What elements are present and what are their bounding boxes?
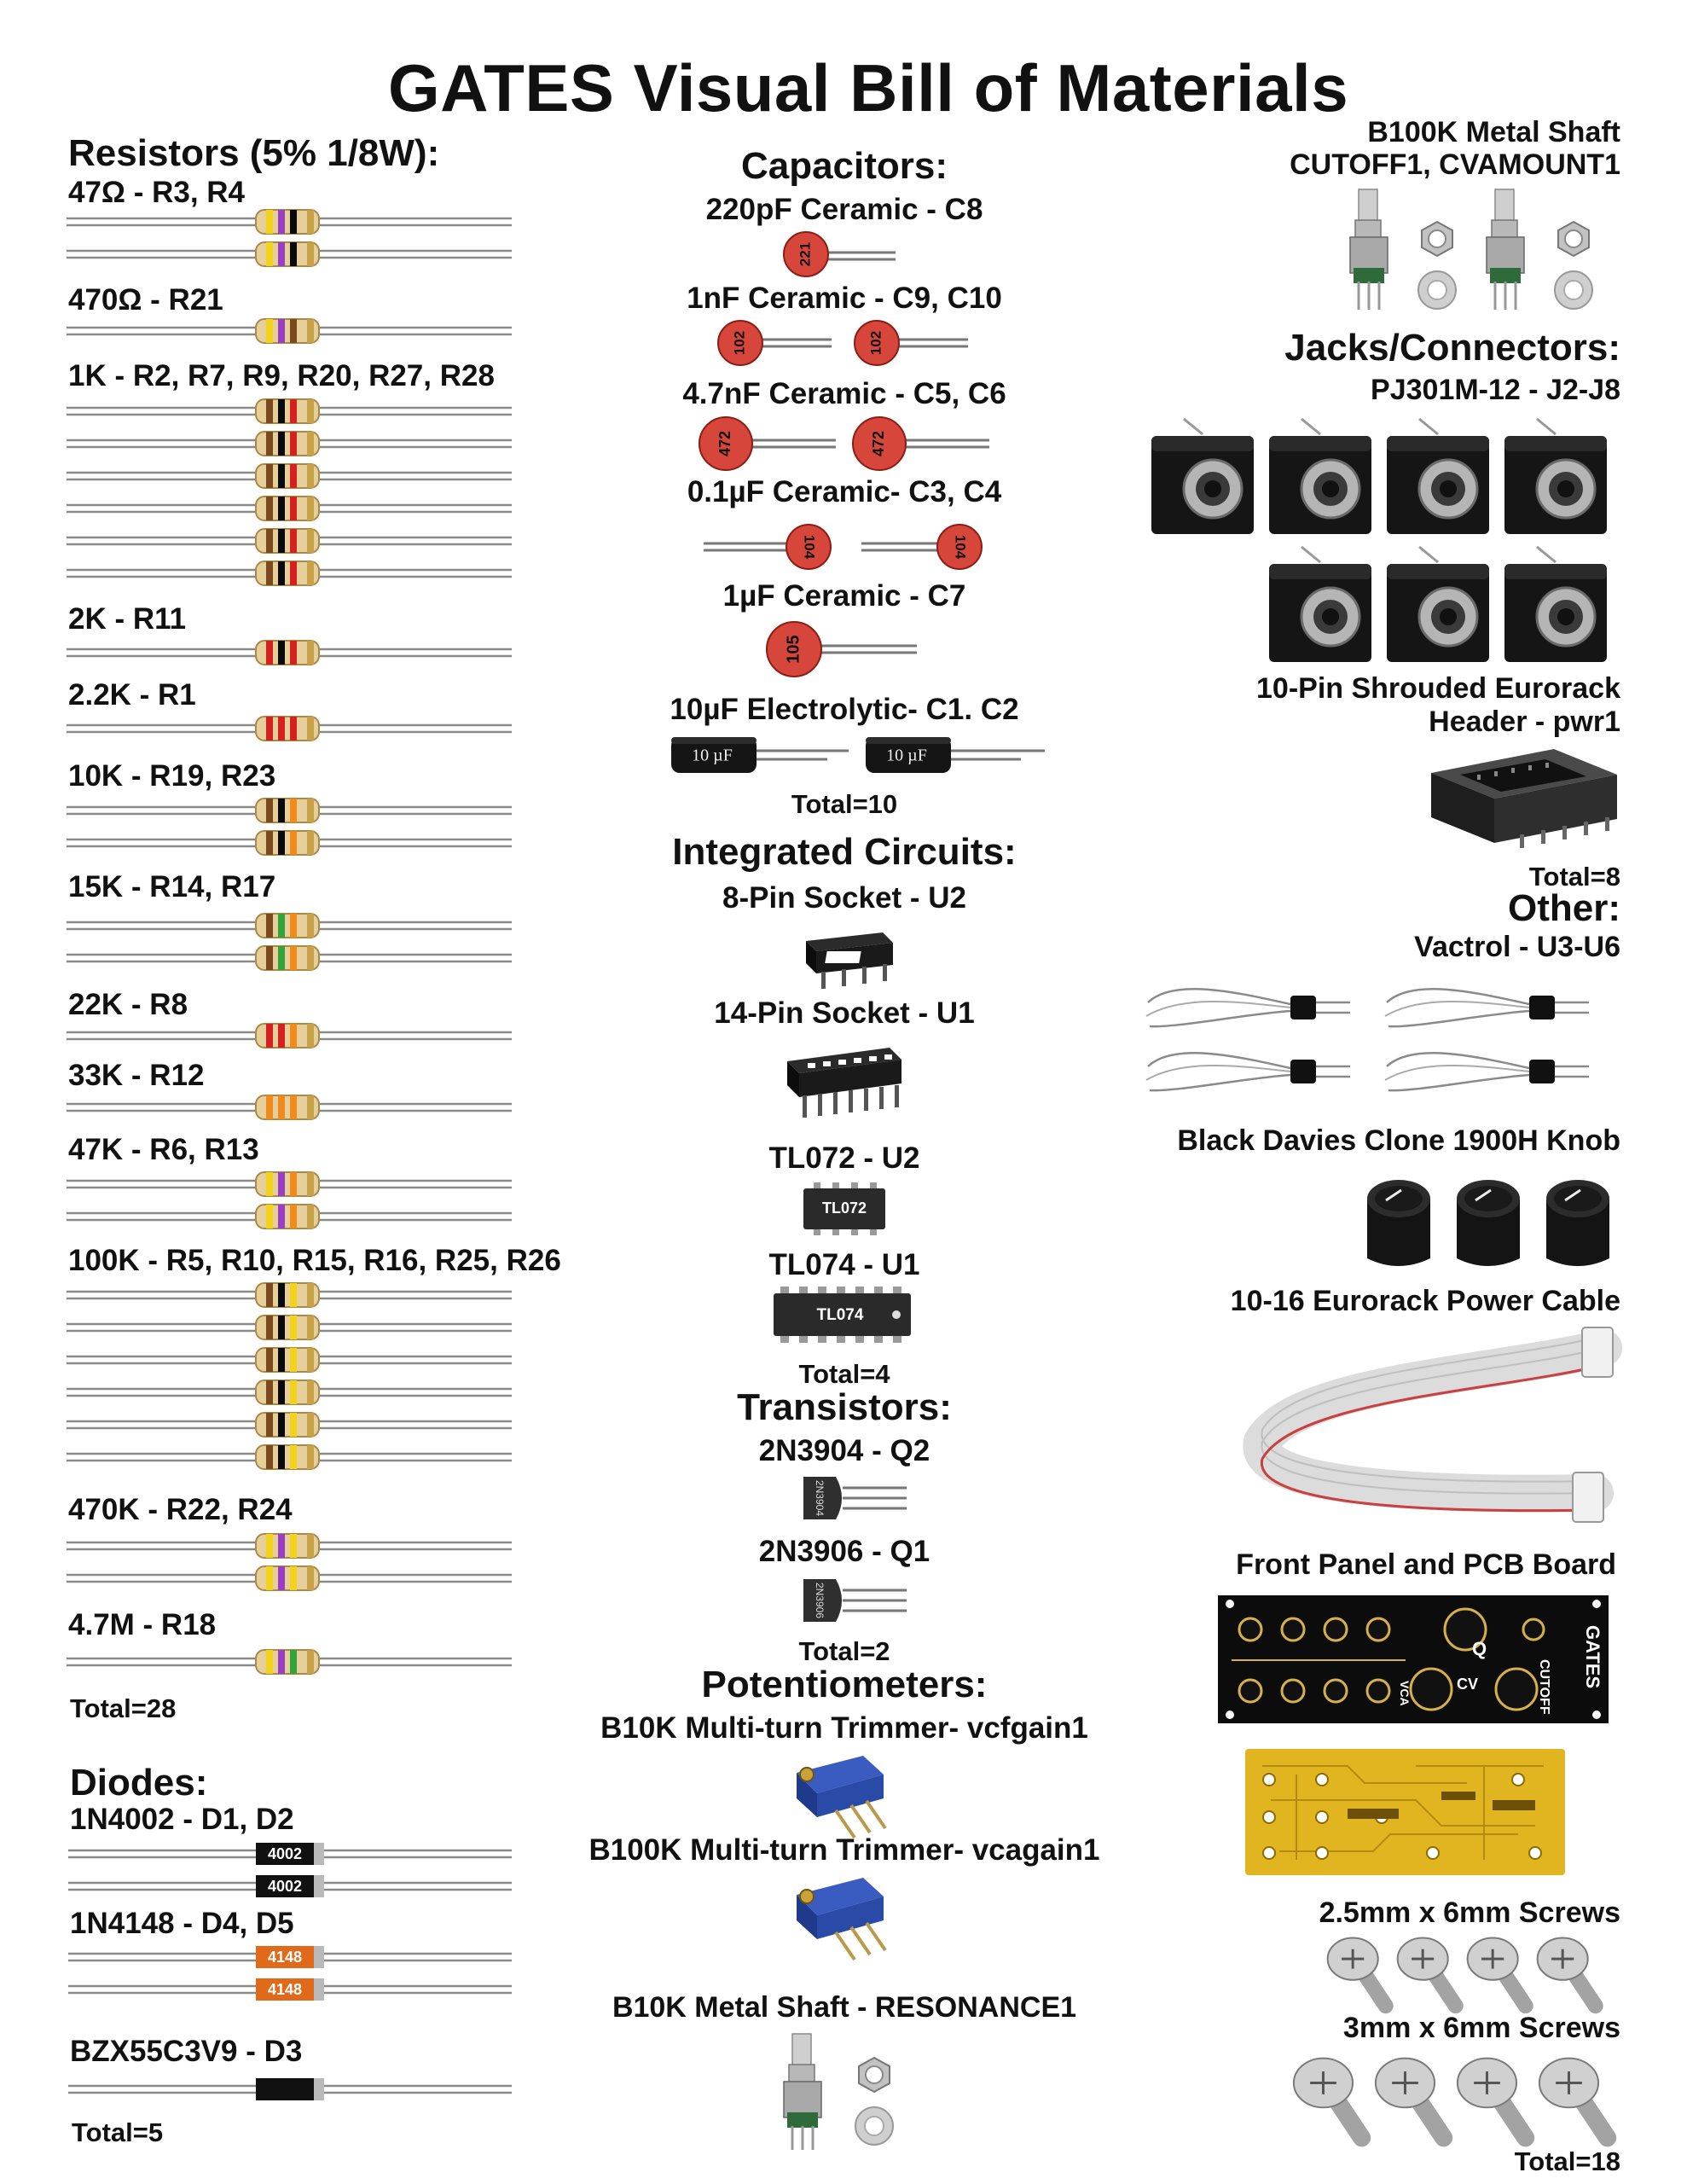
svg-text:221: 221	[797, 241, 814, 267]
cable-label: 10-16 Eurorack Power Cable	[1230, 1285, 1620, 1317]
screw	[1328, 1938, 1386, 2007]
ics-total: Total=4	[798, 1359, 890, 1389]
transistor-label: 2N3906 - Q1	[758, 1535, 930, 1568]
svg-text:GATES: GATES	[1582, 1625, 1603, 1689]
capacitor-label: 1µF Ceramic - C7	[722, 579, 966, 613]
svg-text:4002: 4002	[267, 1877, 303, 1895]
vactrol	[1385, 1053, 1589, 1090]
svg-text:TL072: TL072	[821, 1199, 867, 1217]
panel-label: Front Panel and PCB Board	[1236, 1548, 1616, 1581]
transistor-2n3904-art	[800, 1473, 911, 1523]
ic-label: TL074 - U1	[768, 1248, 920, 1281]
tl072-chip-art	[802, 1182, 887, 1235]
svg-text:4148: 4148	[267, 1948, 303, 1966]
capacitor-label: 0.1µF Ceramic- C3, C4	[687, 475, 1002, 508]
svg-text:472: 472	[869, 430, 887, 457]
ic-label: 8-Pin Socket - U2	[722, 881, 966, 915]
diode-group-label: 1N4148 - D4, D5	[70, 1907, 294, 1940]
svg-text:4002: 4002	[267, 1844, 303, 1862]
capacitor-label: 4.7nF Ceramic - C5, C6	[682, 377, 1006, 410]
svg-text:Q: Q	[1472, 1638, 1487, 1659]
resistor-group-label: 1K - R2, R7, R9, R20, R27, R28	[68, 359, 495, 392]
jack-connectors-art	[1147, 414, 1625, 670]
metal-shaft-pot-pair-art	[1343, 186, 1616, 318]
resistor-group-label: 470Ω - R21	[68, 283, 223, 317]
screw	[1538, 1938, 1596, 2007]
tl074-chip-art	[772, 1287, 913, 1343]
resistor-group-label: 4.7M - R18	[68, 1608, 217, 1641]
front-panel-art	[1218, 1595, 1609, 1723]
svg-text:104: 104	[952, 534, 969, 560]
svg-text:TL074: TL074	[816, 1306, 864, 1325]
diode-group-label: BZX55C3V9 - D3	[70, 2035, 303, 2068]
knob	[1367, 1180, 1430, 1266]
svg-text:104: 104	[801, 534, 818, 560]
capacitor-label: 1nF Ceramic - C9, C10	[687, 282, 1002, 315]
svg-text:472: 472	[716, 430, 733, 457]
ics-heading: Integrated Circuits:	[672, 831, 1017, 873]
jacks-heading: Jacks/Connectors:	[1284, 327, 1620, 369]
jack	[1387, 419, 1489, 534]
connectors-total: Total=8	[1528, 862, 1620, 892]
ceramic-capacitor-art	[768, 229, 921, 283]
header-label: 10-Pin Shrouded Eurorack	[1256, 672, 1620, 705]
header-designator: Header - pwr1	[1429, 706, 1620, 738]
screw	[1376, 2059, 1444, 2138]
other-total: Total=18	[1514, 2146, 1620, 2176]
vactrol-label: Vactrol - U3-U6	[1414, 931, 1620, 963]
knob	[1457, 1180, 1520, 1266]
potentiometer-label: B100K Multi-turn Trimmer- vcagain1	[588, 1833, 1100, 1867]
trimmer-pot-art	[791, 1749, 902, 1843]
ceramic-capacitor-art	[763, 618, 925, 681]
jack	[1504, 419, 1607, 534]
ic-label: 14-Pin Socket - U1	[714, 996, 975, 1030]
jacks-label: PJ301M-12 - J2-J8	[1371, 374, 1620, 406]
page-title: GATES Visual Bill of Materials	[388, 50, 1349, 125]
vactrol-art	[1141, 968, 1619, 1105]
b100k-pot-designators: CUTOFF1, CVAMOUNT1	[1290, 148, 1620, 181]
resistor-group-label: 22K - R8	[68, 988, 188, 1021]
screws-25-label: 2.5mm x 6mm Screws	[1319, 1896, 1620, 1929]
svg-text:VCA: VCA	[1398, 1681, 1412, 1706]
diodes-total: Total=5	[72, 2117, 164, 2147]
svg-text:10 µF: 10 µF	[886, 746, 927, 765]
ceramic-capacitor-art	[699, 519, 1015, 575]
ceramic-capacitor-art	[712, 316, 994, 370]
resistor-group-label: 2.2K - R1	[68, 678, 196, 712]
resistor-group-label: 15K - R14, R17	[68, 870, 276, 903]
svg-text:102: 102	[867, 330, 884, 356]
capacitors-total: Total=10	[791, 789, 898, 819]
electrolytic-capacitor-art	[670, 734, 1049, 776]
trimmer-pot-art	[791, 1871, 902, 1965]
resistors-total: Total=28	[70, 1693, 177, 1723]
b100k-pot-label: B100K Metal Shaft	[1367, 116, 1620, 148]
ceramic-capacitor-art	[695, 413, 1002, 474]
screw	[1294, 2059, 1362, 2138]
diode-group-label: 1N4002 - D1, D2	[70, 1803, 294, 1836]
jack	[1387, 547, 1489, 662]
resistor-group-label: 47Ω - R3, R4	[68, 176, 246, 209]
metal-shaft-pot-art	[780, 2030, 908, 2158]
screws-3-label: 3mm x 6mm Screws	[1342, 2012, 1620, 2044]
transistors-heading: Transistors:	[737, 1386, 952, 1428]
capacitor-label: 10µF Electrolytic- C1. C2	[670, 693, 1019, 726]
svg-text:105: 105	[784, 635, 803, 664]
transistor-label: 2N3904 - Q2	[758, 1434, 930, 1467]
vactrol	[1385, 989, 1589, 1026]
power-cable-art	[1245, 1322, 1620, 1536]
shrouded-header-art	[1426, 744, 1622, 851]
diodes-heading: Diodes:	[70, 1762, 208, 1804]
screw	[1468, 1938, 1526, 2007]
vactrol	[1146, 1053, 1350, 1090]
vactrol	[1146, 989, 1350, 1026]
jack	[1151, 419, 1254, 534]
potentiometer-label: B10K Metal Shaft - RESONANCE1	[612, 1991, 1077, 2024]
resistor-group-label: 2K - R11	[68, 602, 187, 636]
svg-text:CUTOFF: CUTOFF	[1537, 1659, 1551, 1715]
resistor-group-label: 10K - R19, R23	[68, 759, 276, 793]
capacitor-label: 220pF Ceramic - C8	[705, 193, 983, 226]
screw	[1539, 2059, 1608, 2138]
svg-text:4148: 4148	[267, 1980, 303, 1998]
transistor-2n3906-art	[800, 1576, 911, 1625]
svg-text:102: 102	[731, 330, 748, 356]
resistor-group-label: 470K - R22, R24	[68, 1493, 293, 1526]
resistor-group-label: 47K - R6, R13	[68, 1133, 259, 1166]
svg-text:2N3904: 2N3904	[813, 1479, 826, 1517]
resistor-group-label: 33K - R12	[68, 1059, 205, 1092]
resistor-group-label: 100K - R5, R10, R15, R16, R25, R26	[68, 1244, 561, 1277]
svg-text:CV: CV	[1457, 1676, 1479, 1693]
screws-25mm-art	[1318, 1932, 1612, 2009]
ic-socket-14-art	[780, 1041, 908, 1124]
diode-group-art	[0, 0, 546, 2184]
ic-socket-8-art	[797, 926, 896, 994]
potentiometer-label: B10K Multi-turn Trimmer- vcfgain1	[600, 1711, 1088, 1745]
jack	[1269, 419, 1371, 534]
ic-label: TL072 - U2	[768, 1141, 920, 1175]
svg-text:10 µF: 10 µF	[692, 746, 733, 765]
davies-knob-art	[1360, 1165, 1620, 1275]
jack	[1269, 547, 1371, 662]
knob	[1546, 1180, 1609, 1266]
svg-text:2N3906: 2N3906	[813, 1582, 826, 1619]
capacitors-heading: Capacitors:	[740, 145, 948, 187]
knob-label: Black Davies Clone 1900H Knob	[1177, 1124, 1620, 1157]
resistors-heading: Resistors (5% 1/8W):	[68, 132, 440, 174]
other-heading: Other:	[1508, 887, 1620, 929]
screws-3mm-art	[1284, 2052, 1620, 2141]
diode	[68, 2078, 512, 2100]
screw	[1398, 1938, 1456, 2007]
transistors-total: Total=2	[798, 1636, 890, 1666]
screw	[1458, 2059, 1526, 2138]
potentiometers-heading: Potentiometers:	[701, 1664, 988, 1705]
jack	[1504, 547, 1607, 662]
pcb-board-art	[1245, 1749, 1565, 1875]
